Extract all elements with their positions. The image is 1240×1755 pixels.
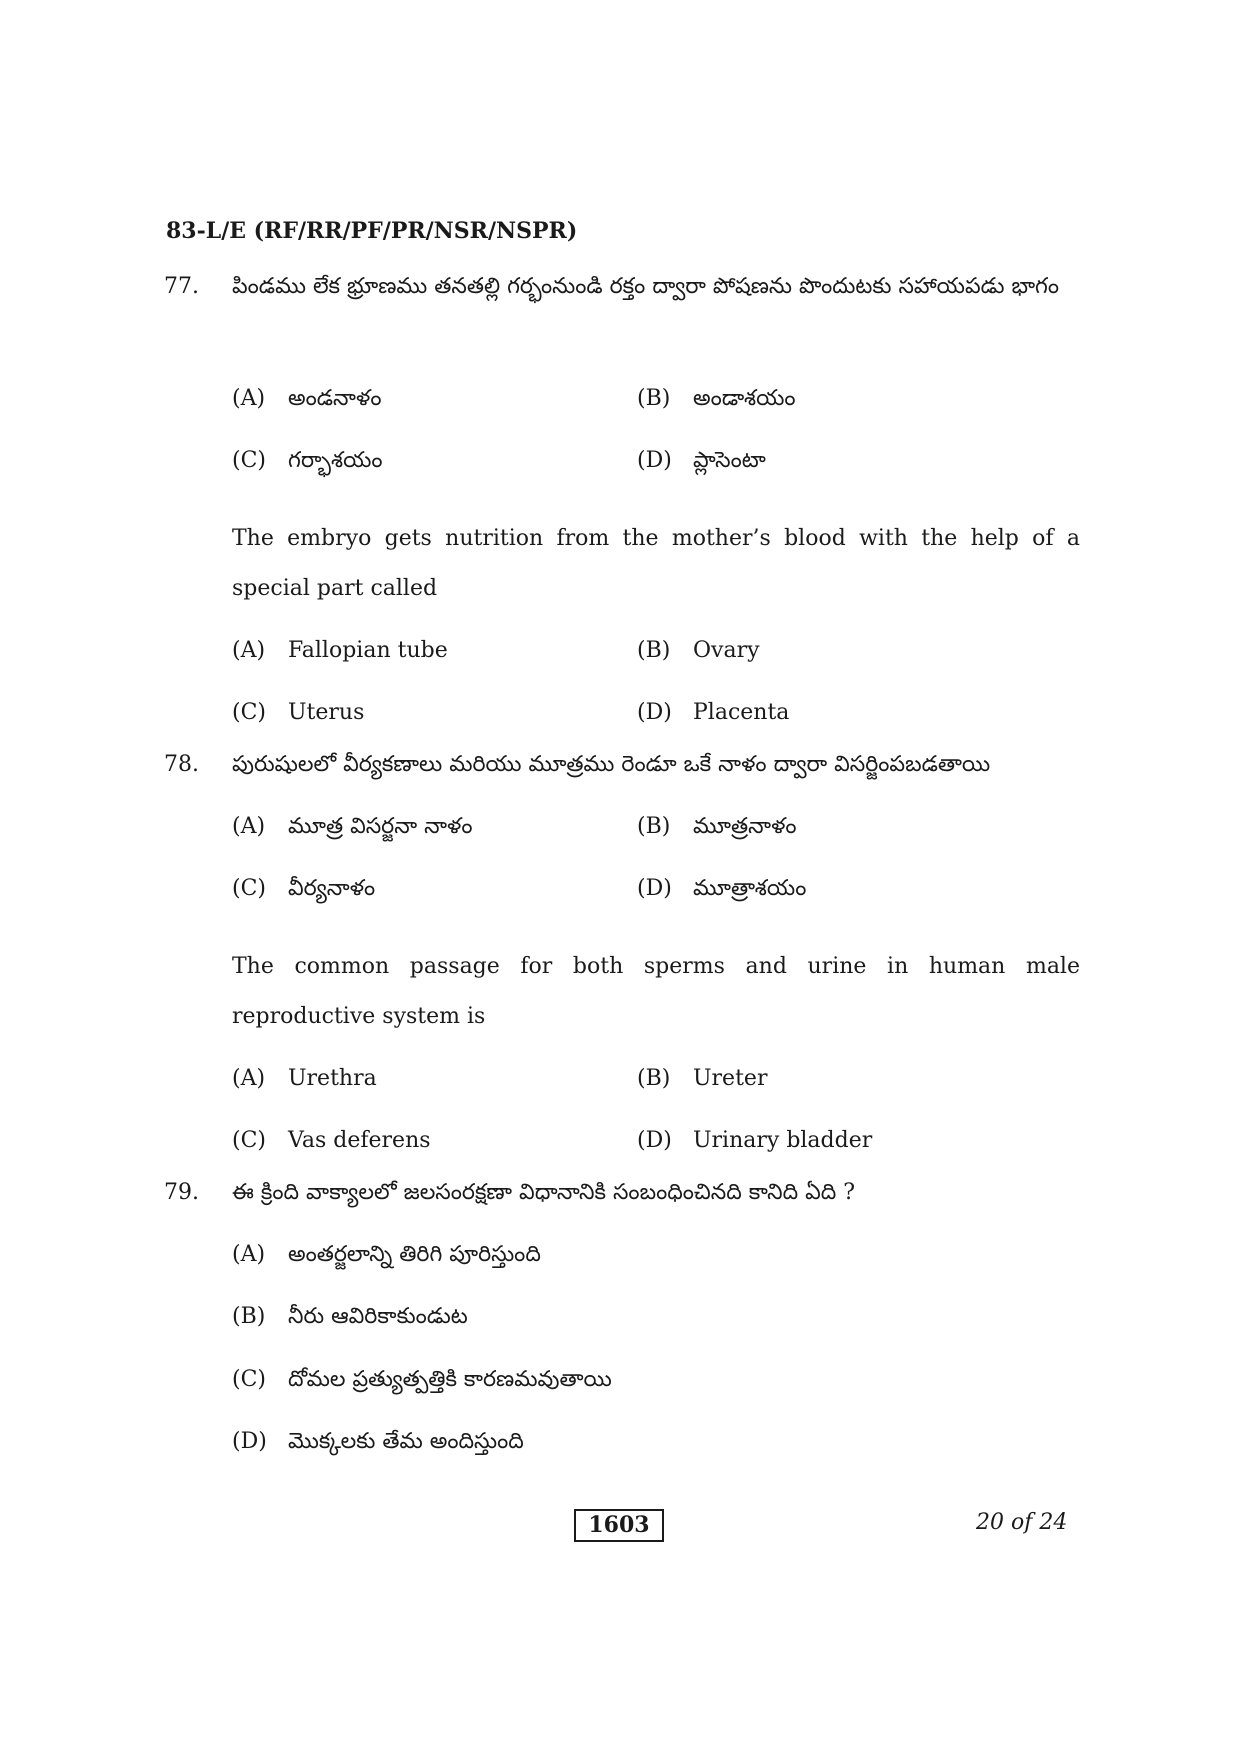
option-en-d: (D) Placenta [637, 700, 790, 725]
option-te-c: (C) వీర్యనాళం [232, 876, 376, 901]
option-te-d: (D) మూత్రాశయం [637, 876, 807, 901]
option-te-c: (C) దోమల ప్రత్యుత్పత్తికి కారణమవుతాయి [232, 1367, 612, 1392]
paper-code-header: 83-L/E (RF/RR/PF/PR/NSR/NSPR) [166, 218, 578, 244]
option-te-a: (A) అండనాళం [232, 386, 382, 411]
option-en-a: (A) Fallopian tube [232, 638, 448, 663]
page-number: 20 of 24 [976, 1510, 1068, 1535]
option-en-b: (B) Ureter [637, 1066, 768, 1091]
option-te-a: (A) అంతర్జలాన్ని తిరిగి పూరిస్తుంది [232, 1242, 541, 1267]
option-en-a: (A) Urethra [232, 1066, 377, 1091]
question-text-telugu: పిండము లేక భ్రూణము తనతల్లి గర్భంనుండి రక్తం ద్వారా పోషణను పొందుటకు సహాయపడు భాగం [232, 274, 1060, 299]
option-en-d: (D) Urinary bladder [637, 1128, 873, 1153]
option-te-d: (D) ప్లాసెంటా [637, 448, 766, 473]
question-number: 78. [164, 752, 199, 777]
question-text-telugu: పురుషులలో వీర్యకణాలు మరియు మూత్రము రెండూ ఒకే నాళం ద్వారా విసర్జింపబడతాయి [232, 752, 991, 777]
question-number: 79. [164, 1180, 199, 1205]
question-text-telugu: ఈ క్రింది వాక్యాలలో జలసంరక్షణా విధానానికి సంబంధించినది కానిది ఏది ? [232, 1180, 856, 1205]
option-te-a: (A) మూత్ర విసర్జనా నాళం [232, 814, 473, 839]
question-number: 77. [164, 274, 199, 299]
option-en-c: (C) Vas deferens [232, 1128, 431, 1153]
option-te-c: (C) గర్భాశయం [232, 448, 383, 473]
option-te-d: (D) మొక్కలకు తేమ అందిస్తుంది [232, 1429, 524, 1454]
option-te-b: (B) అండాశయం [637, 386, 796, 411]
option-te-b: (B) మూత్రనాళం [637, 814, 797, 839]
question-text-english: The embryo gets nutrition from the mother’s blood with the help of a special part called [232, 526, 1080, 601]
question-text-english: The common passage for both sperms and urine in human male reproductive system is [232, 954, 1080, 1029]
option-en-b: (B) Ovary [637, 638, 760, 663]
option-te-b: (B) నీరు ఆవిరికాకుండుట [232, 1304, 468, 1329]
option-en-c: (C) Uterus [232, 700, 365, 725]
booklet-code-box: 1603 [574, 1509, 664, 1542]
